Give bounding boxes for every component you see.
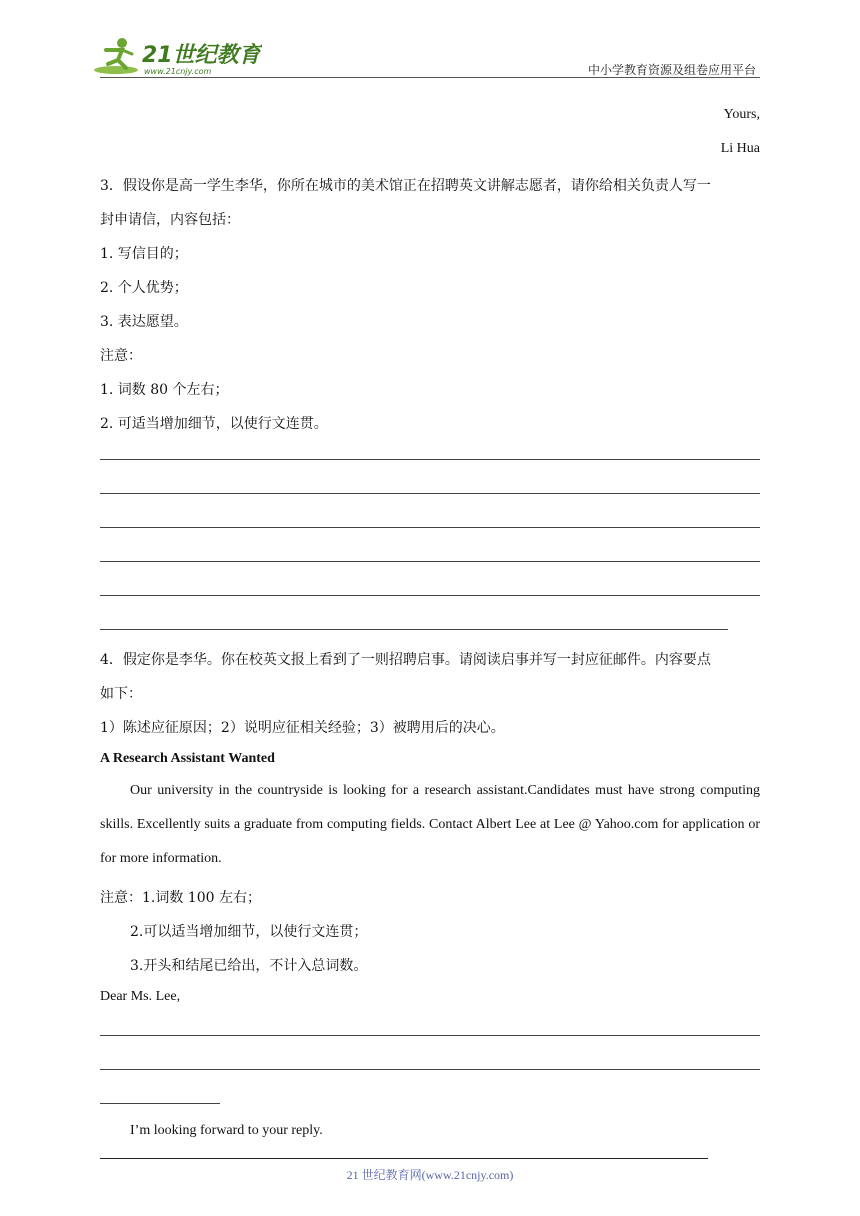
q4-ad-body: Our university in the countryside is looking for a research assistant.Candidates must have strong computing skills. Excellently suits a graduate from computing fields. Contact Albert Lee at Lee @ Yahoo.com for application or for more information.	[100, 783, 760, 866]
header-platform-name: 中小学教育资源及组卷应用平台	[587, 63, 756, 77]
q3-prompt-line2: 封申请信，内容包括：	[100, 212, 240, 228]
q4-prompt-line2: 如下：	[100, 686, 142, 702]
site-logo	[92, 34, 262, 78]
q3-answer-line[interactable]	[100, 595, 760, 596]
q3-note-label: 注意：	[100, 348, 142, 364]
svg-text:21世纪教育: 21世纪教育	[142, 43, 261, 68]
q4-salutation: Dear Ms. Lee,	[100, 989, 181, 1004]
q3-answer-line[interactable]	[100, 527, 760, 528]
q4-answer-line[interactable]	[100, 1069, 760, 1070]
footer-divider	[100, 1158, 708, 1159]
runner-logo-icon	[92, 34, 262, 78]
q3-item-2: 2. 个人优势；	[100, 280, 188, 296]
q4-prompt-line1: 4．假定你是李华。你在校英文报上看到了一则招聘启事。请阅读启事并写一封应征邮件。内容要点	[100, 652, 711, 668]
q3-prompt-line1: 3．假设你是高一学生李华，你所在城市的美术馆正在招聘英文讲解志愿者，请你给相关负责人写一	[100, 178, 711, 194]
q3-answer-line[interactable]	[100, 493, 760, 494]
q3-answer-line[interactable]	[100, 629, 728, 630]
header-divider	[100, 77, 760, 78]
q4-ad-title: A Research Assistant Wanted	[100, 751, 275, 766]
q4-note-3: 3.开头和结尾已给出，不计入总词数。	[130, 958, 368, 974]
q3-answer-line[interactable]	[100, 459, 760, 460]
svg-text:www.21cnjy.com: www.21cnjy.com	[144, 67, 212, 76]
q4-closing-line: I’m looking forward to your reply.	[130, 1123, 323, 1138]
q4-note-2: 2.可以适当增加细节，以使行文连贯；	[130, 924, 368, 940]
q4-answer-line[interactable]	[100, 1103, 220, 1104]
q4-points: 1）陈述应征原因；2）说明应征相关经验；3）被聘用后的决心。	[100, 720, 505, 736]
q3-answer-line[interactable]	[100, 561, 760, 562]
letter-signature: Li Hua	[720, 141, 760, 156]
q3-note-1: 1. 词数 80 个左右；	[100, 382, 229, 398]
letter-closing: Yours,	[723, 107, 760, 122]
q3-item-1: 1. 写信目的；	[100, 246, 188, 262]
footer-site-link[interactable]: 21 世纪教育网(www.21cnjy.com)	[346, 1168, 514, 1182]
q4-answer-line[interactable]	[100, 1035, 760, 1036]
q3-note-2: 2. 可适当增加细节，以使行文连贯。	[100, 416, 328, 432]
q4-note-1: 注意：1.词数 100 左右；	[100, 890, 261, 906]
q3-item-3: 3. 表达愿望。	[100, 314, 188, 330]
